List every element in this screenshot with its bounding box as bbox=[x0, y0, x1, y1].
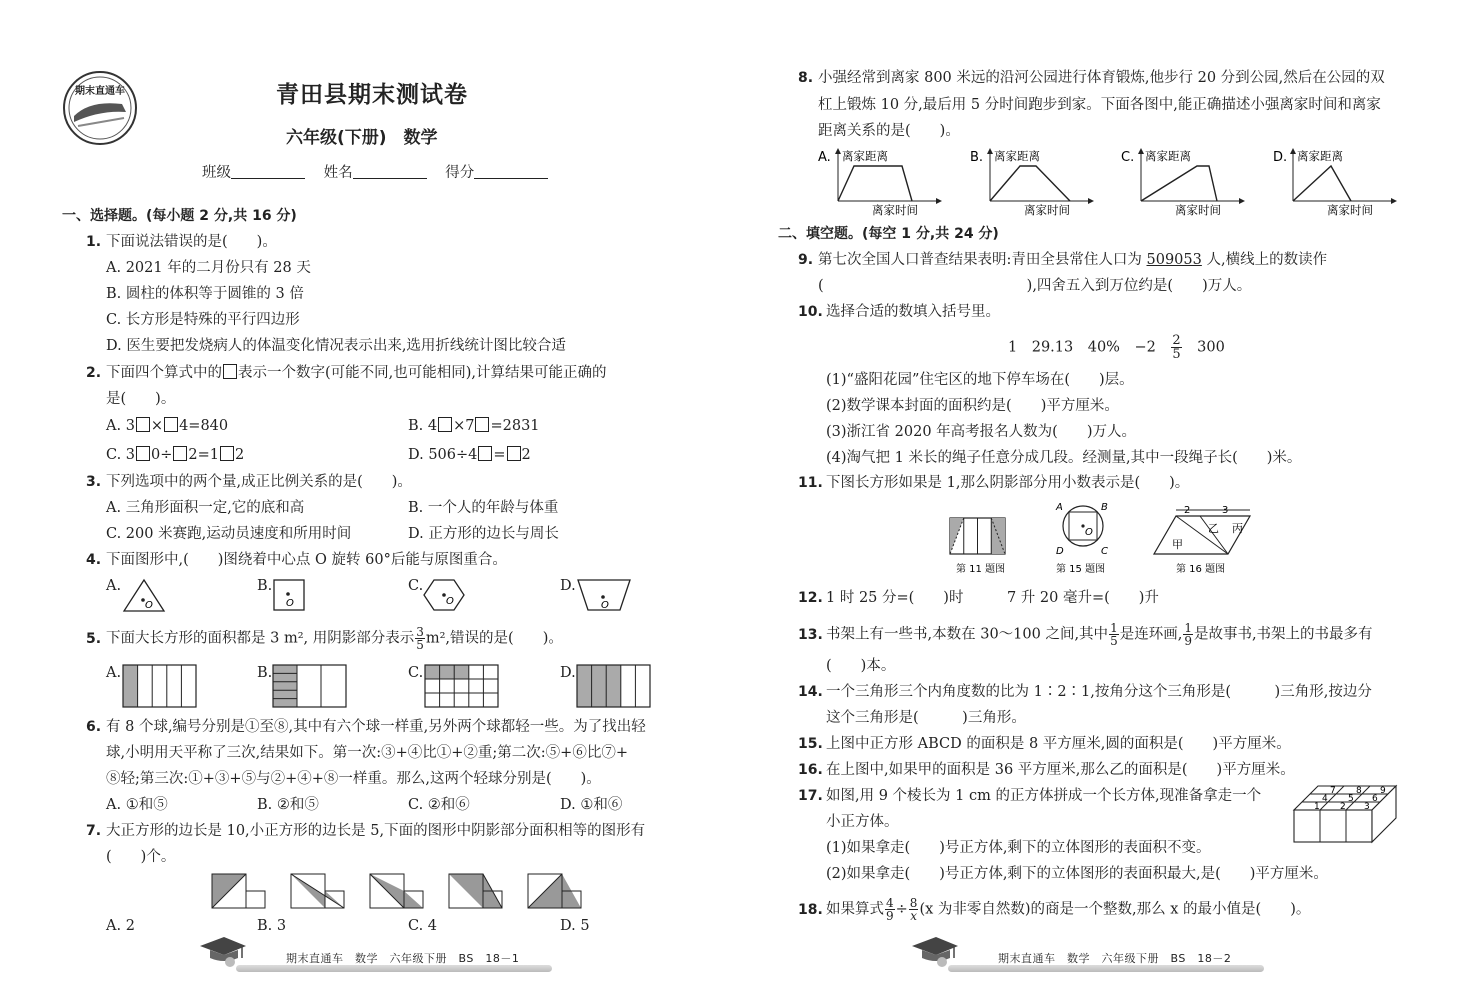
q16-figure bbox=[1150, 498, 1254, 578]
q8-graph-a bbox=[818, 146, 946, 218]
q5-stem: 5. 下面大长方形的面积都是 3 m², 用阴影部分表示 $\frac{3}{5}$ m²,错误的是( )。 bbox=[86, 625, 563, 652]
svg-text:离家时间: 离家时间 bbox=[872, 203, 918, 217]
q7-option-d: D. 5 bbox=[560, 918, 590, 934]
left-footer bbox=[236, 950, 552, 972]
name-label: 姓名 bbox=[323, 165, 353, 181]
svg-text:第 11 题图: 第 11 题图 bbox=[956, 564, 1006, 575]
q8-line1: 8. 小强经常到离家 800 米远的沿河公园进行体育锻炼,他步行 20 分到公园,然后在公园的双 bbox=[798, 70, 1385, 86]
cube-label-7: 7 bbox=[1330, 786, 1336, 796]
cube-label-8: 8 bbox=[1356, 786, 1362, 796]
q15-figure bbox=[1050, 498, 1120, 578]
class-field[interactable] bbox=[231, 164, 305, 179]
svg-text:B: B bbox=[1101, 502, 1108, 513]
svg-text:离家时间: 离家时间 bbox=[1024, 203, 1070, 217]
q4-triangle-shape bbox=[122, 578, 166, 614]
q17-sub2: (2)如果拿走( )号正方体,剩下的立体图形的表面积最大,是( )平方厘米。 bbox=[826, 866, 1328, 882]
q5-figure-a bbox=[122, 664, 198, 708]
name-field[interactable] bbox=[353, 164, 427, 179]
cube-label-4: 4 bbox=[1322, 794, 1328, 804]
q8-graph-b bbox=[970, 146, 1098, 218]
q6-line1: 6. 有 8 个球,编号分别是①至⑧,其中有六个球一样重,另外两个球都轻一些。为了找出轻 bbox=[86, 719, 646, 735]
q2-option-d: D. 506÷4 = 2 bbox=[408, 447, 531, 463]
q12-text: 12. 1 时 25 分=( )时 7 升 20 毫升=( )升 bbox=[798, 590, 1159, 606]
q3-option-c: C. 200 米赛跑,运动员速度和所用时间 bbox=[106, 526, 352, 542]
q5-label-d: D. bbox=[560, 665, 576, 681]
q3-option-a: A. 三角形面积一定,它的底和高 bbox=[106, 500, 305, 516]
q7-option-b: B. 3 bbox=[257, 918, 287, 934]
cube-label-1: 1 bbox=[1314, 802, 1320, 812]
svg-text:C: C bbox=[1101, 546, 1108, 557]
q5-label-a: A. bbox=[106, 665, 122, 681]
q11-figure bbox=[946, 498, 1006, 578]
q5-label-b: B. bbox=[257, 665, 273, 681]
svg-text:A.: A. bbox=[818, 150, 831, 165]
blank-box bbox=[223, 364, 237, 379]
q8-line2: 杠上锻炼 10 分,最后用 5 分时间跑步到家。下面各图中,能正确描述小强离家时间和离家 bbox=[818, 97, 1381, 113]
svg-text:乙: 乙 bbox=[1208, 522, 1219, 535]
q6-line3: ⑧轻;第三次:①+③+⑤与②+④+⑧一样重。那么,这两个轻球分别是( )。 bbox=[106, 771, 601, 787]
q5-figure-d bbox=[576, 664, 652, 708]
q6-option-a: A. ①和⑤ bbox=[106, 797, 168, 813]
q9-line1: 9. 第七次全国人口普查结果表明:青田全县常住人口为 509053 人,横线上的数读作 bbox=[798, 252, 1328, 268]
q6-line2: 球,小明用天平称了三次,结果如下。第一次:③+④比①+②重;第二次:⑤+⑥比⑦+ bbox=[106, 745, 628, 761]
q5-figure-b bbox=[272, 664, 348, 708]
q16-text: 16. 在上图中,如果甲的面积是 36 平方厘米,那么乙的面积是( )平方厘米。 bbox=[798, 762, 1295, 778]
cube-label-3: 3 bbox=[1364, 802, 1370, 812]
svg-text:离家距离: 离家距离 bbox=[1297, 149, 1343, 163]
q10-sub3: (3)浙江省 2020 年高考报名人数为( )万人。 bbox=[826, 424, 1136, 440]
cube-label-2: 2 bbox=[1340, 802, 1346, 812]
q9-line2: ( ),四舍五入到万位约是( )万人。 bbox=[818, 278, 1252, 294]
q10-sub1: (1)“盛阳花园”住宅区的地下停车场在( )层。 bbox=[826, 372, 1134, 388]
q1-option-b: B. 圆柱的体积等于圆锥的 3 倍 bbox=[106, 286, 304, 302]
svg-text:O: O bbox=[446, 596, 454, 607]
q2-stem-line2: 是( )。 bbox=[106, 391, 176, 407]
svg-text:离家距离: 离家距离 bbox=[994, 149, 1040, 163]
q1-option-c: C. 长方形是特殊的平行四边形 bbox=[106, 312, 300, 328]
q2-option-a: A. 3 × 4=840 bbox=[106, 418, 229, 434]
q14-line2: 这个三角形是( )三角形。 bbox=[826, 710, 1026, 726]
q1-option-d: D. 医生要把发烧病人的体温变化情况表示出来,选用折线统计图比较合适 bbox=[106, 338, 566, 354]
q7-figure-3 bbox=[368, 872, 428, 910]
q17-sub1: (1)如果拿走( )号正方体,剩下的立体图形的表面积不变。 bbox=[826, 840, 1211, 856]
q10-sub4: (4)淘气把 1 米长的绳子任意分成几段。经测量,其中一段绳子长( )米。 bbox=[826, 450, 1302, 466]
q7-figure-5 bbox=[526, 872, 586, 910]
q7-option-a: A. 2 bbox=[106, 918, 135, 934]
q7-line1: 7. 大正方形的边长是 10,小正方形的边长是 5,下面的图形中阴影部分面积相等的图形有 bbox=[86, 823, 646, 839]
q4-square-shape bbox=[272, 578, 306, 612]
q5-figure-c bbox=[424, 664, 500, 708]
q15-text: 15. 上图中正方形 ABCD 的面积是 8 平方厘米,圆的面积是( )平方厘米。 bbox=[798, 736, 1291, 752]
q4-trapezoid-shape bbox=[576, 578, 632, 612]
q2-stem: 2. 下面四个算式中的 表示一个数字(可能不同,也可能相同),计算结果可能正确的 bbox=[86, 365, 607, 381]
footer-text: 期末直通车 数学 六年级下册 BS 18－1 bbox=[286, 952, 520, 965]
svg-text:丙: 丙 bbox=[1232, 522, 1243, 535]
q4-label-d: D. bbox=[560, 578, 576, 594]
class-label: 班级 bbox=[202, 165, 231, 181]
q6-option-c: C. ②和⑥ bbox=[408, 797, 470, 813]
q18-text: 18. 如果算式 $\frac{4}{9}$ ÷ $\frac{8}{x}$ (x 为非零自然数)的商是一个整数,那么 x 的最小值是( )。 bbox=[798, 896, 1311, 923]
footer-bar bbox=[236, 965, 552, 972]
q17-cube-figure bbox=[1292, 784, 1402, 846]
q4-hexagon-shape bbox=[422, 578, 466, 612]
q17-line2: 小正方体。 bbox=[826, 814, 899, 830]
q7-figure-2 bbox=[289, 872, 349, 910]
q10-number-list: 1 29.13 40% −2 $\frac{2}{5}$ 300 bbox=[1008, 333, 1225, 362]
q17-line1: 17. 如图,用 9 个棱长为 1 cm 的正方体拼成一个长方体,现准备拿走一个 bbox=[798, 788, 1262, 804]
q2-option-c: C. 3 0÷ 2=1 2 bbox=[106, 447, 245, 463]
q4-label-a: A. bbox=[106, 578, 122, 594]
q1-stem: 1. 下面说法错误的是( )。 bbox=[86, 234, 277, 250]
page-subtitle: 六年级(下册) 数学 bbox=[286, 128, 438, 148]
cube-label-9: 9 bbox=[1380, 786, 1386, 796]
q6-option-d: D. ①和⑥ bbox=[560, 797, 623, 813]
score-label: 得分 bbox=[445, 165, 475, 181]
q4-label-c: C. bbox=[408, 578, 424, 594]
logo-text: 期末直通车 bbox=[75, 86, 125, 97]
section1-heading: 一、选择题。(每小题 2 分,共 16 分) bbox=[62, 208, 297, 224]
right-footer bbox=[948, 950, 1264, 972]
logo-badge bbox=[60, 70, 140, 148]
section2-heading: 二、填空题。(每空 1 分,共 24 分) bbox=[778, 226, 999, 242]
q1-option-a: A. 2021 年的二月份只有 28 天 bbox=[106, 260, 311, 276]
svg-text:2: 2 bbox=[1184, 505, 1191, 516]
svg-text:D.: D. bbox=[1273, 150, 1288, 165]
q8-graph-c bbox=[1121, 146, 1249, 218]
info-fields bbox=[202, 161, 548, 182]
q11-stem: 11. 下图长方形如果是 1,那么阴影部分用小数表示是( )。 bbox=[798, 475, 1190, 491]
footer-text: 期末直通车 数学 六年级下册 BS 18－2 bbox=[998, 952, 1232, 965]
q3-stem: 3. 下列选项中的两个量,成正比例关系的是( )。 bbox=[86, 474, 412, 490]
svg-text:第 15 题图: 第 15 题图 bbox=[1056, 564, 1106, 575]
q7-figure-4 bbox=[447, 872, 507, 910]
svg-text:离家距离: 离家距离 bbox=[842, 149, 888, 163]
q7-figure-1 bbox=[210, 872, 270, 910]
svg-text:离家时间: 离家时间 bbox=[1175, 203, 1221, 217]
svg-text:O: O bbox=[145, 600, 153, 611]
q7-line2: ( )个。 bbox=[106, 849, 176, 865]
svg-text:离家时间: 离家时间 bbox=[1327, 203, 1373, 217]
svg-text:第 16 题图: 第 16 题图 bbox=[1176, 564, 1226, 575]
q14-line1: 14. 一个三角形三个内角度数的比为 1∶2∶1,按角分这个三角形是( )三角形,按边分 bbox=[798, 684, 1372, 700]
q13-line2: ( )本。 bbox=[826, 658, 896, 674]
svg-text:O: O bbox=[601, 600, 609, 611]
svg-text:O: O bbox=[1085, 527, 1093, 538]
score-field[interactable] bbox=[474, 164, 548, 179]
q8-graph-d bbox=[1273, 146, 1401, 218]
svg-text:离家距离: 离家距离 bbox=[1145, 149, 1191, 163]
q13-line1: 13. 书架上有一些书,本数在 30～100 之间,其中 $\frac{1}{5}$ 是连环画, $\frac{1}{9}$ 是故事书,书架上的书最多有 bbox=[798, 621, 1373, 648]
q2-option-b: B. 4 ×7 =2831 bbox=[408, 418, 540, 434]
svg-text:甲: 甲 bbox=[1172, 538, 1183, 551]
q6-option-b: B. ②和⑤ bbox=[257, 797, 319, 813]
page-title: 青田县期末测试卷 bbox=[276, 81, 468, 108]
svg-text:D: D bbox=[1056, 546, 1064, 557]
q4-label-b: B. bbox=[257, 578, 273, 594]
q3-option-d: D. 正方形的边长与周长 bbox=[408, 526, 559, 542]
svg-text:3: 3 bbox=[1222, 505, 1229, 516]
q8-line3: 距离关系的是( )。 bbox=[818, 123, 960, 139]
svg-text:A: A bbox=[1056, 502, 1063, 513]
footer-bar bbox=[948, 965, 1264, 972]
svg-text:C.: C. bbox=[1121, 150, 1135, 165]
svg-text:O: O bbox=[286, 598, 294, 609]
q7-option-c: C. 4 bbox=[408, 918, 438, 934]
q4-stem: 4. 下面图形中,( )图绕着中心点 O 旋转 60°后能与原图重合。 bbox=[86, 552, 507, 568]
q3-option-b: B. 一个人的年龄与体重 bbox=[408, 500, 559, 516]
cube-label-6: 6 bbox=[1372, 794, 1378, 804]
svg-text:B.: B. bbox=[970, 150, 984, 165]
cube-label-5: 5 bbox=[1348, 794, 1354, 804]
q5-label-c: C. bbox=[408, 665, 424, 681]
q10-sub2: (2)数学课本封面的面积约是( )平方厘米。 bbox=[826, 398, 1119, 414]
q10-stem: 10. 选择合适的数填入括号里。 bbox=[798, 304, 1000, 320]
